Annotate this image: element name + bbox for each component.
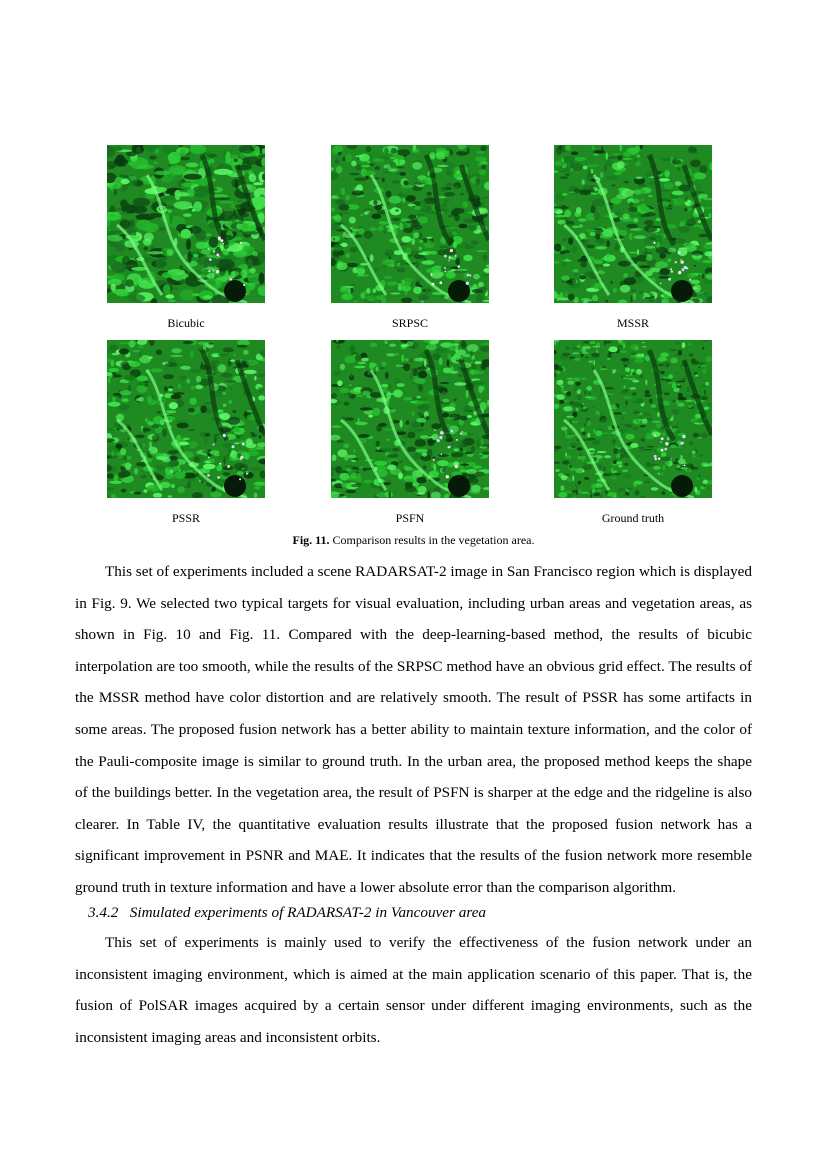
body-paragraph-1 [75,556,752,904]
panel-psfn-image [331,340,489,498]
panel-srpsc-label: SRPSC [391,316,429,330]
section-title: Simulated experiments of RADARSAT-2 in Vancouver area [129,904,487,921]
figure-caption-label: Fig. 11. [292,533,330,547]
panel-srpsc-image [331,145,489,303]
figure-11 [0,0,827,560]
panel-bicubic-label: Bicubic [167,316,205,330]
body-paragraph-2 [75,927,752,1053]
paragraph-text: This set of experiments included a scene RADARSAT-2 image in San Francisco region which is displayed in Fig. 9. We selected two typical targets for visual evaluation, including urban areas and vegetation areas, as shown in Fig. 10 and Fig. 11. Compared with the deep-learning-based method, the results of bicubic interpolation are too smooth, while the results of the SRPSC method have an obvious grid effect. The results of the MSSR method have color distortion and are relatively smooth. The result of PSSR has some artifacts in some areas. The proposed fusion network has a better ability to maintain texture information, and the color of the Pauli-composite image is similar to ground truth. In the urban area, the proposed method keeps the shape of the buildings better. In the vegetation area, the result of PSFN is sharper at the edge and the ridgeline is also clearer. In Table IV, the quantitative evaluation results illustrate that the proposed fusion network has a significant improvement in PSNR and MAE. It indicates that the results of the fusion network more resemble ground truth in texture information and have a lower absolute error than the comparison algorithm. [75,563,752,896]
panel-pssr-label: PSSR [171,511,201,525]
panel-mssr-label: MSSR [616,316,650,330]
panel-psfn-label: PSFN [395,511,425,525]
figure-caption [0,533,827,547]
figure-caption-text: Comparison results in the vegetation area. [329,533,535,547]
panel-ground-truth-label: Ground truth [601,511,665,525]
panel-pssr-image [107,340,265,498]
paragraph-text: This set of experiments is mainly used to verify the effectiveness of the fusion network under an inconsistent imaging environment, which is aimed at the main application scenario of this paper. That is, the fusion of PolSAR images acquired by a certain sensor under different imaging environments, such as the inconsistent imaging areas and inconsistent orbits. [75,934,752,1046]
section-number: 3.4.2 [88,904,119,921]
panel-mssr-image [554,145,712,303]
panel-bicubic-image [107,145,265,303]
section-heading [88,903,486,923]
panel-ground-truth-image [554,340,712,498]
